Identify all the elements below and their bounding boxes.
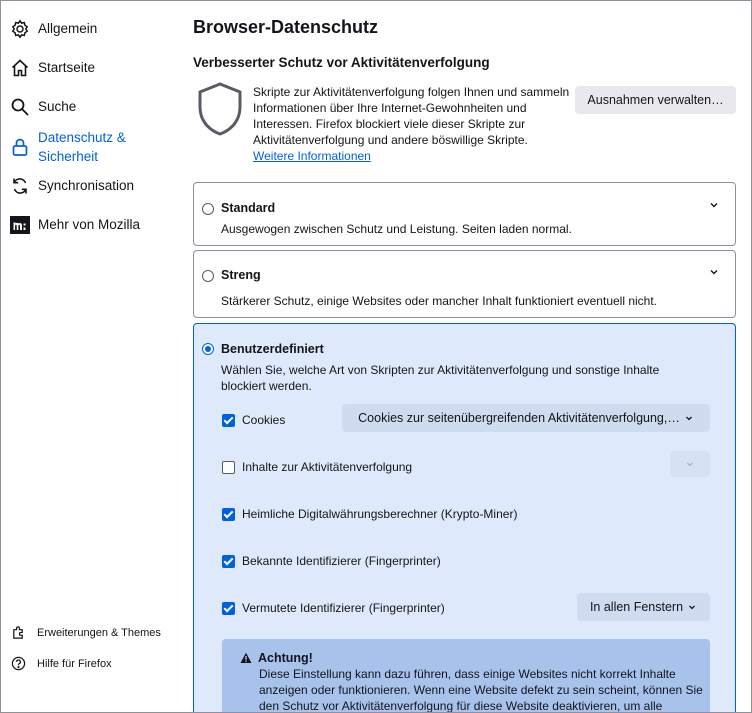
cryptominer-option[interactable] [222, 507, 517, 521]
sidebar-item-search[interactable] [10, 97, 76, 117]
sidebar-item-sync[interactable] [10, 176, 134, 196]
sync-icon [10, 176, 30, 196]
sidebar-item-label: Startseite [38, 60, 96, 75]
sidebar-item-label: Synchronisation [38, 178, 135, 193]
help-icon [11, 656, 26, 671]
sidebar-item-privacy[interactable] [10, 128, 126, 166]
tracking-content-select [670, 451, 710, 477]
sidebar-item-label: Suche [38, 99, 77, 114]
option-label: Vermutete Identifizierer (Fingerprinter) [242, 601, 445, 615]
strict-radio[interactable] [202, 270, 214, 282]
tracking-content-checkbox[interactable] [222, 461, 235, 474]
custom-description: Wählen Sie, welche Art von Skripten zur Aktivitätenverfolgung und sonstige Inhalte blockiert werden. [221, 363, 660, 393]
sidebar-item-label: Mehr von Mozilla [38, 217, 141, 232]
custom-title: Benutzerdefiniert [221, 342, 324, 356]
standard-title: Standard [221, 201, 276, 215]
strict-description: Stärkerer Schutz, einige Websites oder mancher Inhalt funktioniert eventuell nicht. [221, 294, 658, 308]
warning-title [240, 651, 313, 665]
sidebar-footer-addons[interactable] [11, 625, 161, 640]
intro-block [253, 84, 573, 164]
strict-option-card[interactable] [193, 250, 736, 318]
suspected-fingerprinters-option[interactable] [222, 601, 445, 615]
known-fingerprinters-checkbox[interactable] [222, 555, 235, 568]
lock-icon [10, 137, 30, 157]
custom-option-card[interactable] [193, 323, 736, 713]
sidebar-item-label: Allgemein [38, 21, 98, 36]
puzzle-icon [11, 625, 26, 640]
chevron-down-icon[interactable] [707, 198, 721, 212]
search-icon [10, 97, 30, 117]
sidebar-item-mozilla[interactable] [10, 215, 140, 235]
suspected-fingerprinters-checkbox[interactable] [222, 602, 235, 615]
sidebar-item-general[interactable] [10, 19, 97, 39]
option-label: Inhalte zur Aktivitätenverfolgung [242, 460, 413, 474]
section-title: Verbesserter Schutz vor Aktivitätenverfolgung [193, 55, 490, 70]
fingerprinters-scope-select[interactable] [577, 593, 710, 621]
cookies-option[interactable] [222, 413, 285, 427]
cryptominer-checkbox[interactable] [222, 508, 235, 521]
custom-radio[interactable] [202, 343, 214, 355]
fingerprinters-scope-value: In allen Fenstern [589, 600, 684, 614]
sidebar-footer-help[interactable] [11, 656, 112, 671]
chevron-down-icon[interactable] [707, 265, 721, 279]
standard-description: Ausgewogen zwischen Schutz und Leistung. Seiten laden normal. [221, 222, 572, 236]
option-label: Cookies [242, 413, 286, 427]
page-title: Browser-Datenschutz [193, 17, 379, 37]
sidebar-item-home[interactable] [10, 58, 95, 78]
known-fingerprinters-option[interactable] [222, 554, 441, 568]
mozilla-icon [10, 215, 30, 235]
strict-title: Streng [221, 268, 261, 282]
sidebar-footer-label: Erweiterungen & Themes [37, 626, 161, 639]
home-icon [10, 58, 30, 78]
sidebar-item-label-group [38, 128, 126, 166]
standard-radio[interactable] [202, 203, 214, 215]
cookies-select-value: Cookies zur seitenübergreifenden Aktivitätenverfolgung,… [358, 411, 680, 425]
cookies-checkbox[interactable] [222, 414, 235, 427]
option-label: Bekannte Identifizierer (Fingerprinter) [242, 554, 441, 568]
warning-title-text: Achtung! [258, 651, 313, 665]
cookies-select[interactable] [342, 404, 710, 432]
intro-text: Skripte zur Aktivitätenverfolgung folgen Ihnen und sammeln Informationen über Ihre Internet-Gewohnheiten und Interessen. Firefox blockiert viele dieser Skripte zur Aktivitätenverfolgung und andere böswillige Skripte. [253, 85, 570, 147]
manage-exceptions-button[interactable]: Ausnahmen verwalten… [575, 86, 736, 114]
sidebar [1, 1, 179, 712]
sidebar-item-label-line2: Sicherheit [38, 149, 99, 164]
warning-box [222, 639, 710, 713]
option-label: Heimliche Digitalwährungsberechner (Krypto-Miner) [242, 507, 518, 521]
sidebar-item-label: Datenschutz & [38, 130, 126, 145]
shield-icon [195, 81, 245, 137]
chevron-down-icon [687, 602, 697, 612]
chevron-down-icon [685, 459, 695, 469]
gear-icon [10, 19, 30, 39]
sidebar-footer-label: Hilfe für Firefox [37, 657, 112, 670]
learn-more-link[interactable]: Weitere Informationen [253, 149, 371, 163]
chevron-down-icon [684, 413, 694, 423]
standard-option-card[interactable] [193, 182, 736, 246]
warning-text: Diese Einstellung kann dazu führen, dass einige Websites nicht korrekt Inhalte anzeigen oder funktionieren. Wenn eine Website defekt zu sein scheint, können Sie den Schutz vor Aktivitätenverfolgung für diese Website deaktivieren, um alle [259, 667, 703, 713]
warning-icon [240, 652, 252, 664]
tracking-content-option[interactable] [222, 460, 412, 474]
